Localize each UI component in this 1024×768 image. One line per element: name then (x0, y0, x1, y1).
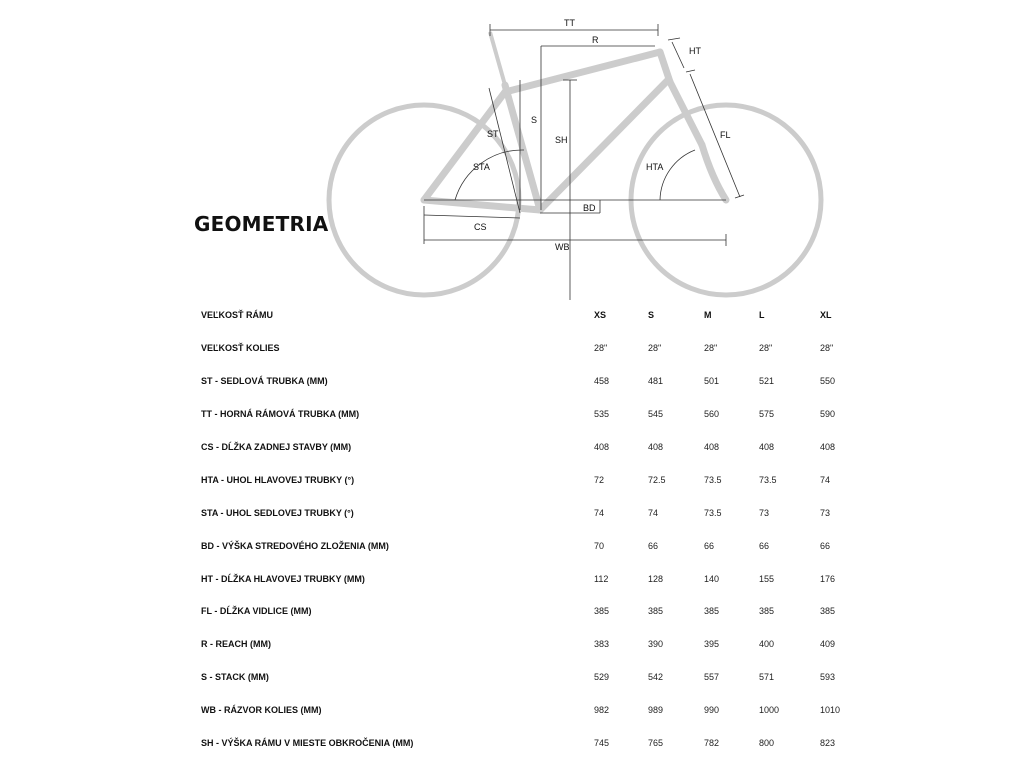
row-value: 385 (594, 606, 610, 617)
row-label: WB - RÁZVOR KOLIES (MM) (201, 705, 322, 716)
row-value: 550 (820, 376, 836, 387)
row-value: 176 (820, 573, 836, 584)
row-value: 782 (704, 738, 720, 749)
label-sh: SH (555, 135, 568, 145)
label-hta: HTA (646, 162, 664, 172)
row-value: 74 (648, 507, 659, 518)
row-label: ST - SEDLOVÁ TRUBKA (MM) (201, 376, 328, 387)
label-bd: BD (583, 203, 596, 213)
label-fl: FL (720, 130, 731, 140)
row-value: 66 (820, 540, 831, 551)
row-label: VEĽKOSŤ KOLIES (201, 343, 280, 354)
row-value: 385 (648, 606, 664, 617)
table-row (190, 628, 880, 661)
row-value: 557 (704, 672, 720, 683)
size-header: XS (594, 310, 607, 321)
table-row (190, 727, 880, 760)
row-value: 112 (594, 573, 609, 584)
row-value: 408 (594, 442, 610, 452)
label-r: R (592, 35, 599, 45)
row-value: 72.5 (648, 474, 666, 485)
row-value: 521 (759, 376, 775, 387)
row-value: 575 (759, 409, 775, 420)
table-row (190, 562, 880, 595)
row-value: 593 (820, 672, 836, 683)
row-label: BD - VÝŠKA STREDOVÉHO ZLOŽENIA (MM) (201, 540, 389, 551)
row-label: HTA - UHOL HLAVOVEJ TRUBKY (°) (201, 474, 355, 485)
row-value: 74 (594, 507, 605, 518)
row-value: 400 (759, 639, 775, 650)
row-label: TT - HORNÁ RÁMOVÁ TRUBKA (MM) (201, 409, 360, 420)
label-st: ST (487, 129, 499, 139)
row-label: S - STACK (MM) (201, 672, 269, 683)
row-value: 1010 (820, 705, 841, 716)
row-value: 385 (759, 606, 775, 617)
row-value: 66 (648, 540, 659, 551)
row-value: 408 (648, 442, 664, 452)
row-value: 501 (704, 376, 720, 387)
row-value: 395 (704, 639, 720, 650)
bike-frame (424, 52, 726, 210)
row-value: 408 (820, 442, 836, 452)
size-header: S (648, 310, 655, 321)
row-value: 70 (594, 540, 605, 551)
label-wb: WB (555, 242, 570, 252)
row-label: FL - DĹŽKA VIDLICE (MM) (201, 606, 312, 617)
row-value: 28" (594, 343, 608, 354)
table-row (190, 529, 880, 562)
row-value: 535 (594, 409, 610, 420)
row-value: 542 (648, 672, 664, 683)
row-value: 458 (594, 376, 610, 387)
row-value: 74 (820, 474, 831, 485)
row-label: CS - DĹŽKA ZADNEJ STAVBY (MM) (201, 442, 352, 452)
table-body (190, 332, 880, 760)
row-value: 383 (594, 639, 610, 650)
table-row (190, 694, 880, 727)
row-value: 66 (704, 540, 715, 551)
row-value: 408 (704, 442, 720, 452)
row-value: 73.5 (704, 507, 722, 518)
row-value: 990 (704, 705, 720, 716)
label-s: S (531, 115, 538, 125)
row-label: HT - DĹŽKA HLAVOVEJ TRUBKY (MM) (201, 573, 365, 584)
table-row (190, 661, 880, 694)
row-value: 73 (820, 507, 831, 518)
size-header: XL (820, 310, 832, 321)
row-value: 529 (594, 672, 610, 683)
row-value: 72 (594, 474, 605, 485)
row-value: 408 (759, 442, 775, 452)
row-value: 765 (648, 738, 664, 749)
page-title: GEOMETRIA (194, 212, 329, 236)
label-tt: TT (564, 18, 575, 28)
row-label: SH - VÝŠKA RÁMU V MIESTE OBKROČENIA (MM) (201, 738, 414, 749)
table-row (190, 332, 880, 365)
table-row (190, 463, 880, 496)
geometry-table (190, 299, 880, 759)
table-row (190, 365, 880, 398)
row-value: 989 (648, 705, 664, 716)
row-value: 155 (759, 573, 775, 584)
row-label: R - REACH (MM) (201, 639, 271, 650)
row-value: 982 (594, 705, 610, 716)
row-value: 28" (820, 343, 834, 354)
row-value: 823 (820, 738, 836, 749)
table-header-row (190, 299, 880, 332)
row-value: 73.5 (759, 474, 777, 485)
table-row (190, 496, 880, 529)
row-value: 28" (704, 343, 718, 354)
row-value: 28" (648, 343, 662, 354)
row-value: 745 (594, 738, 610, 749)
row-value: 560 (704, 409, 720, 420)
table-row (190, 398, 880, 431)
row-value: 385 (820, 606, 836, 617)
row-label: STA - UHOL SEDLOVEJ TRUBKY (°) (201, 507, 354, 518)
row-value: 73 (759, 507, 770, 518)
size-header: L (759, 310, 765, 321)
label-ht: HT (689, 46, 701, 56)
size-header-label: VEĽKOSŤ RÁMU (201, 310, 273, 321)
row-value: 73.5 (704, 474, 722, 485)
row-value: 66 (759, 540, 770, 551)
row-value: 28" (759, 343, 773, 354)
row-value: 481 (648, 376, 664, 387)
table-row (190, 595, 880, 628)
row-value: 571 (759, 672, 775, 683)
row-value: 409 (820, 639, 836, 650)
row-value: 1000 (759, 705, 780, 716)
label-cs: CS (474, 222, 487, 232)
row-value: 545 (648, 409, 664, 420)
row-value: 140 (704, 573, 720, 584)
geometry-diagram (0, 0, 1024, 310)
row-value: 390 (648, 639, 664, 650)
seatpost (490, 32, 505, 85)
size-header: M (704, 310, 712, 321)
row-value: 128 (648, 573, 664, 584)
table-row (190, 431, 880, 464)
row-value: 590 (820, 409, 836, 420)
label-sta: STA (473, 162, 490, 172)
row-value: 385 (704, 606, 720, 617)
row-value: 800 (759, 738, 775, 749)
